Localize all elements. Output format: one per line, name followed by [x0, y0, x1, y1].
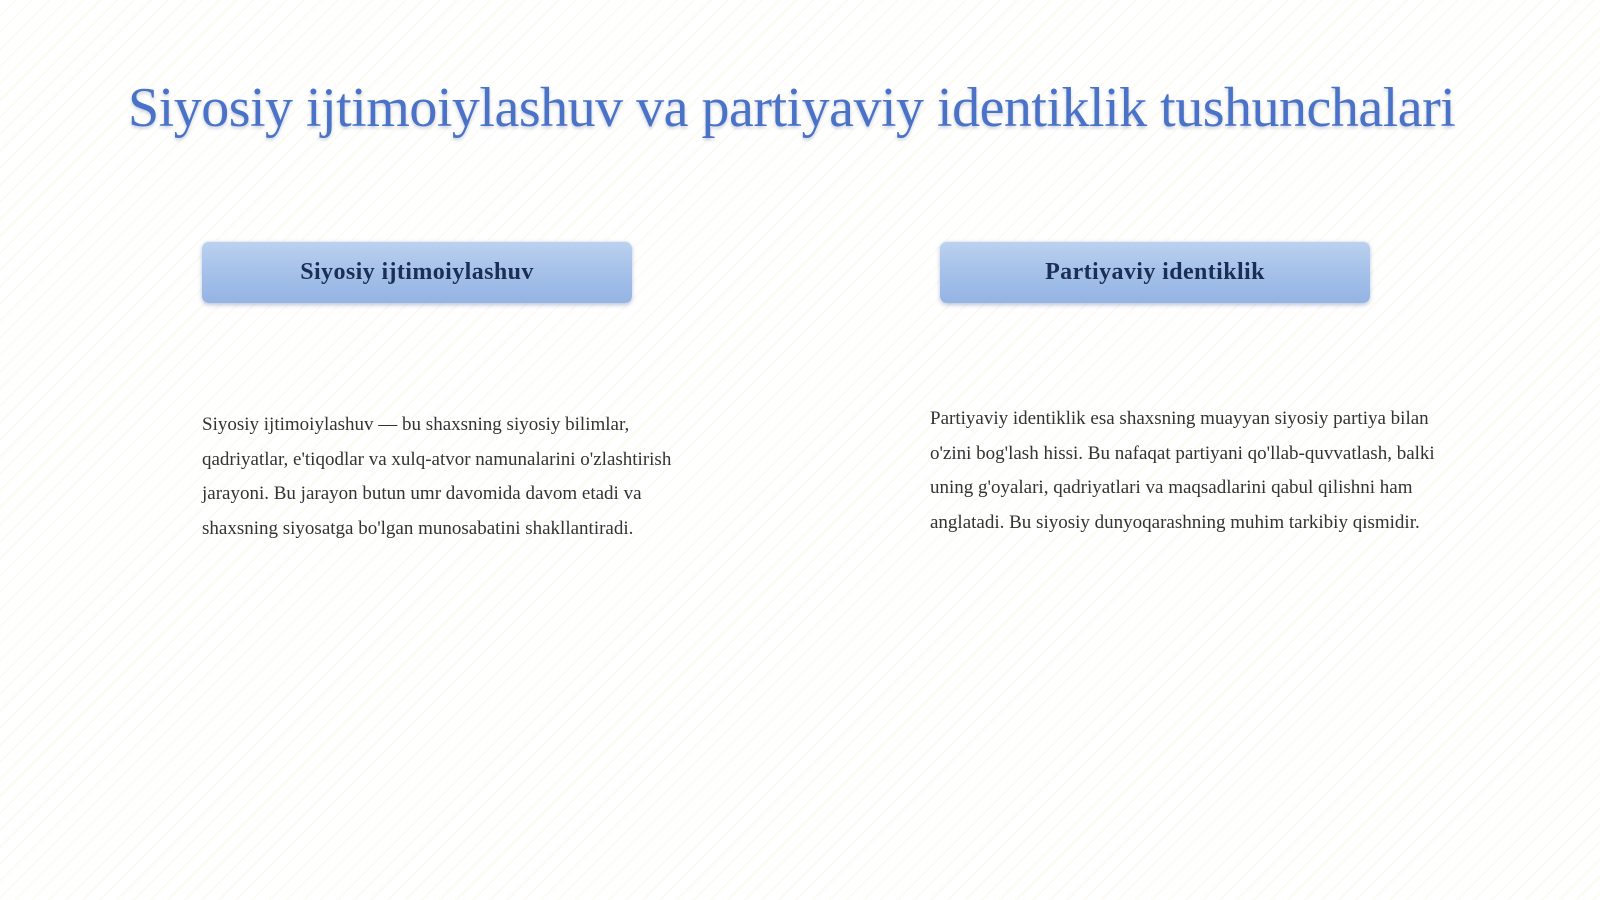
column-body-text-political-socialization: Siyosiy ijtimoiylashuv — bu shaxsning siyosiy bilimlar, qadriyatlar, e'tiqodlar va xulq-atvor namunalarini o'zlashtirish jarayoni. Bu jarayon butun umr davomida davom etadi va shaxsning siyosatga bo'lgan munosabatini shakllantiradi. — [202, 414, 672, 539]
column-body-text-party-identity: Partiyaviy identiklik esa shaxsning muayyan siyosiy partiya bilan o'zini bog'lash hissi. Bu nafaqat partiyani qo'llab-quvvatlash, balki uning g'oyalari, qadriyatlari va maqsadlarini qabul qilishni ham anglatadi. Bu siyosiy dunyoqarashning muhim tarkibiy qismidir. — [930, 408, 1435, 533]
slide-title: Siyosiy ijtimoiylashuv va partiyaviy identiklik tushunchalari — [128, 77, 1456, 139]
column-header-label: Siyosiy ijtimoiylashuv — [300, 258, 534, 285]
column-header-box-political-socialization — [202, 241, 632, 303]
column-header-box-party-identity — [940, 241, 1370, 303]
column-header-label: Partiyaviy identiklik — [1045, 258, 1265, 285]
